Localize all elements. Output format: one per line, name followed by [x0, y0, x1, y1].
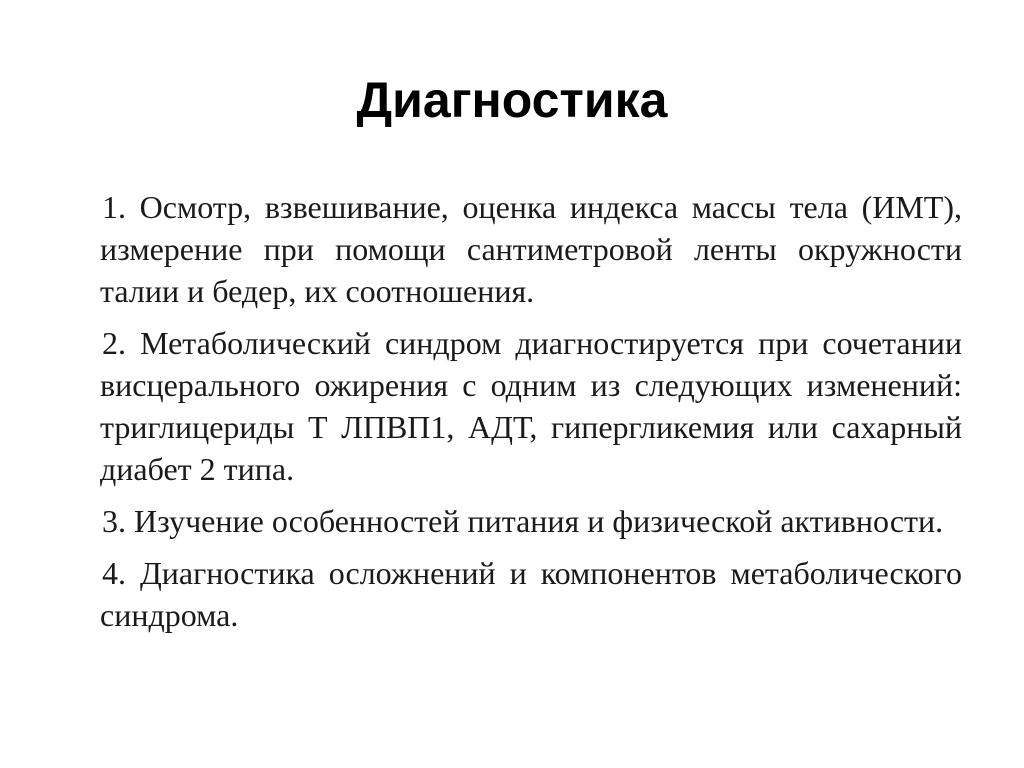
list-item-text: Метаболический синдром диагностируется при сочетании висцерального ожирения с одним из следующих изменений: триглицериды Т ЛПВП1, АДТ, гипергликемия или сахарный диабет 2 типа.	[100, 325, 963, 487]
list-item-3	[100, 500, 962, 542]
list-item-4	[100, 552, 962, 636]
list-item-1	[100, 186, 962, 312]
slide-body	[100, 186, 962, 646]
slide-title: Диагностика	[356, 72, 668, 128]
list-item-number: 3.	[102, 503, 126, 539]
list-item-number: 2.	[102, 325, 126, 361]
list-item-text: Диагностика осложнений и компонентов метаболического синдрома.	[100, 555, 962, 633]
list-item-text: Осмотр, взвешивание, оценка индекса массы тела (ИМТ), измерение при помощи сантиметровой ленты окружности талии и бедер, их соотношения.	[100, 189, 963, 309]
list-item-2	[100, 322, 962, 490]
list-item-number: 1.	[102, 189, 126, 225]
list-item-text: Изучение особенностей питания и физической активности.	[134, 503, 944, 539]
list-item-number: 4.	[102, 555, 126, 591]
